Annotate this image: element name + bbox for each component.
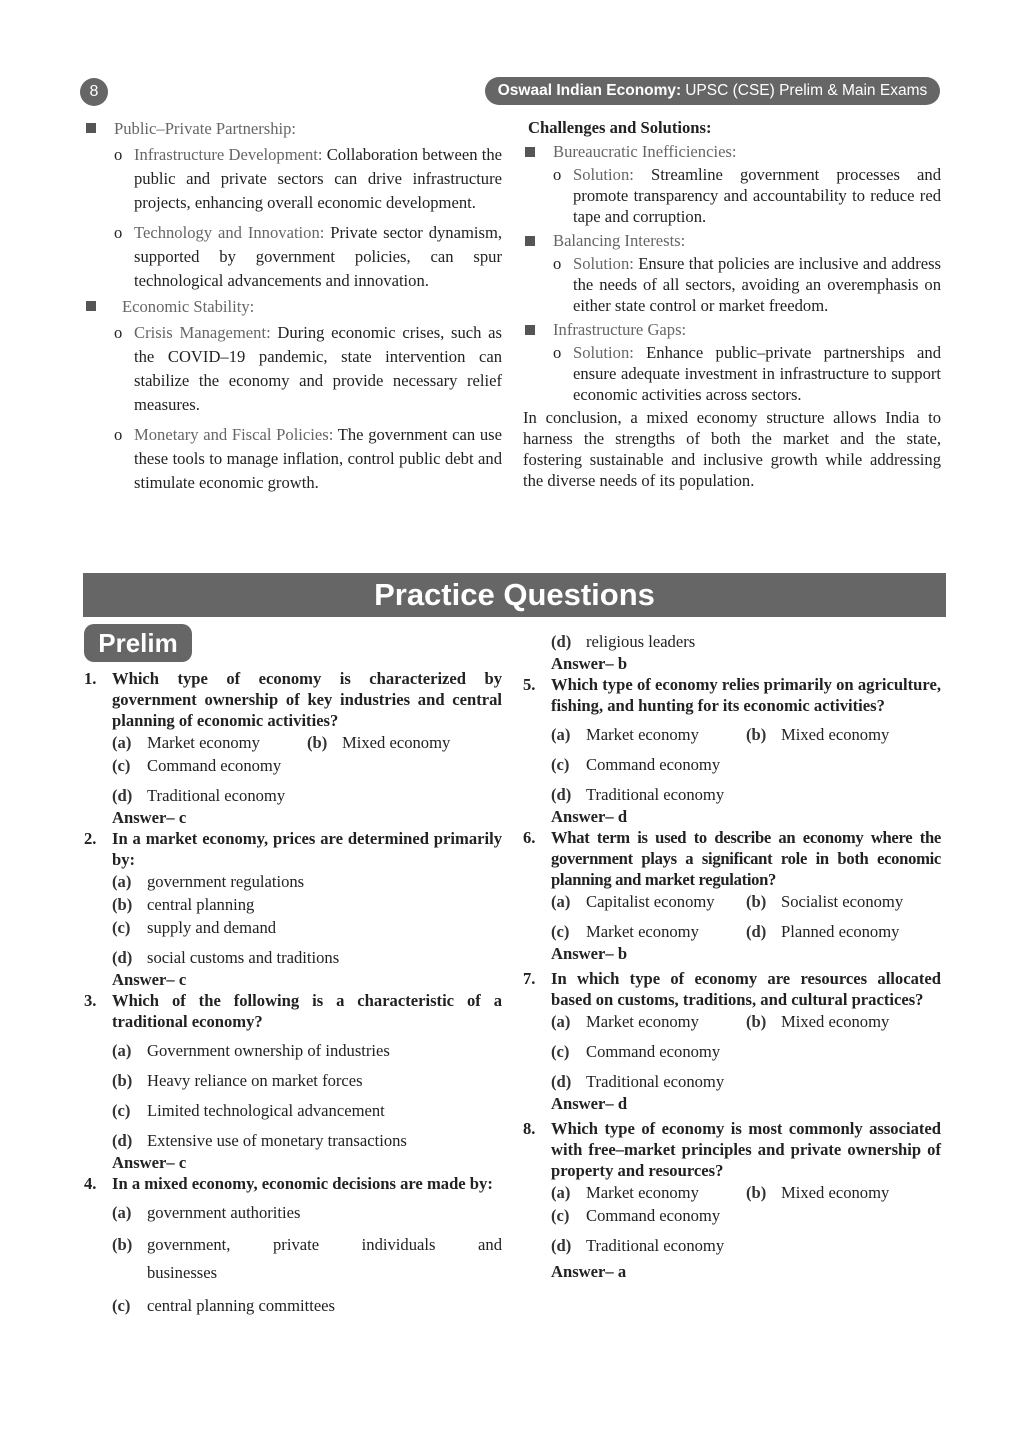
option-letter: (b) xyxy=(112,1071,133,1090)
circle-bullet-icon: o xyxy=(114,323,123,342)
option-text: government regulations xyxy=(147,872,305,891)
book-title-rest: UPSC (CSE) Prelim & Main Exams xyxy=(685,82,928,99)
option-item xyxy=(112,946,502,969)
option-item xyxy=(112,893,502,916)
circle-bullet-icon: o xyxy=(114,145,123,164)
option-letter: (c) xyxy=(112,1101,131,1120)
sub-bullet-item: o Solution: Streamline government processes and promote transparency and accountability to reduce red tape and corruption. xyxy=(553,165,941,226)
option-text: Command economy xyxy=(586,755,721,774)
question-text: Which type of economy is characterized by government ownership of key industries and central planning of economic activities? xyxy=(112,669,502,730)
option-item xyxy=(746,1010,941,1033)
challenges-title: Challenges and Solutions: xyxy=(528,118,712,137)
option-item xyxy=(112,916,502,939)
answer-text: Answer– c xyxy=(112,970,187,989)
question-number: 8. xyxy=(523,1119,536,1138)
option-letter: (b) xyxy=(746,892,767,911)
option-item xyxy=(112,1069,502,1092)
question-item xyxy=(84,1173,502,1317)
option-text: Market economy xyxy=(586,922,699,941)
option-letter: (a) xyxy=(551,725,571,744)
option-text: Command economy xyxy=(586,1042,721,1061)
option-letter: (b) xyxy=(746,1012,767,1031)
circle-bullet-icon: o xyxy=(114,425,123,444)
option-item xyxy=(112,1099,502,1122)
option-letter: (c) xyxy=(551,922,570,941)
sub-bullet-item: o Monetary and Fiscal Policies: The government can use these tools to manage inflation, control public debt and stimulate economic growth. xyxy=(114,423,502,495)
option-item xyxy=(112,1231,502,1287)
question-text: In a market economy, prices are determined primarily by: xyxy=(112,829,502,869)
question-item xyxy=(523,674,941,827)
option-text: Traditional economy xyxy=(586,785,725,804)
question-item xyxy=(523,968,941,1114)
square-bullet-icon xyxy=(525,147,535,157)
option-letter: (b) xyxy=(746,725,767,744)
running-header xyxy=(485,77,940,105)
option-letter: (b) xyxy=(746,1183,767,1202)
option-item xyxy=(551,1234,941,1257)
answer-text: Answer– c xyxy=(112,808,187,827)
option-item xyxy=(112,754,502,777)
question-text: Which type of economy is most commonly associated with free–market principles and private ownership of property and resources? xyxy=(551,1119,941,1180)
option-text: Mixed economy xyxy=(781,1183,890,1202)
question-item xyxy=(523,1118,941,1282)
option-letter: (c) xyxy=(112,756,131,775)
option-item xyxy=(551,1040,941,1063)
option-text: Traditional economy xyxy=(147,786,286,805)
answer-text: Answer– d xyxy=(551,807,628,826)
square-bullet-icon xyxy=(525,325,535,335)
section-heading: Public–Private Partnership: xyxy=(84,117,502,141)
question-text: What term is used to describe an economy where the government plays a significant role in both economic planning and market regulation? xyxy=(551,828,941,889)
option-letter: (c) xyxy=(551,1206,570,1225)
circle-bullet-icon: o xyxy=(114,223,123,242)
section-heading: Infrastructure Gaps: xyxy=(523,319,941,340)
option-text: Heavy reliance on market forces xyxy=(147,1071,363,1090)
option-text: Limited technological advancement xyxy=(147,1101,385,1120)
option-item xyxy=(551,890,746,913)
question-item xyxy=(84,828,502,990)
option-item xyxy=(746,920,941,943)
option-item xyxy=(112,731,307,754)
right-column-text xyxy=(523,117,941,491)
question-text: Which of the following is a characteristic of a traditional economy? xyxy=(112,991,502,1031)
sub-bullet-item: o Infrastructure Development: Collaboration between the public and private sectors can drive infrastructure projects, enhancing overall economic development. xyxy=(114,143,502,215)
prelim-tag: Prelim xyxy=(84,624,192,662)
option-text: central planning xyxy=(147,895,255,914)
book-title-bold: Oswaal Indian Economy: xyxy=(497,82,682,99)
option-letter: (b) xyxy=(112,895,133,914)
left-column-text xyxy=(84,117,502,495)
option-letter: (c) xyxy=(551,1042,570,1061)
option-letter: (a) xyxy=(551,892,571,911)
answer-text: Answer– d xyxy=(551,1094,628,1113)
sub-bullet-item: o Solution: Enhance public–private partnerships and ensure adequate investment in infrastructure to support economic activities across sectors. xyxy=(553,343,941,404)
page-number: 8 xyxy=(80,78,108,106)
option-item xyxy=(551,920,746,943)
answer-text: Answer– c xyxy=(112,1153,187,1172)
option-text: government, private individuals and businesses xyxy=(147,1235,502,1282)
option-item xyxy=(551,723,746,746)
option-letter: (d) xyxy=(746,922,767,941)
option-item xyxy=(112,784,502,807)
questions-right-column xyxy=(523,630,941,1282)
option-text: Government ownership of industries xyxy=(147,1041,390,1060)
option-text: Market economy xyxy=(586,1012,699,1031)
option-item xyxy=(112,1129,502,1152)
circle-bullet-icon: o xyxy=(553,343,562,362)
question-number: 5. xyxy=(523,675,536,694)
option-letter: (d) xyxy=(551,1072,572,1091)
question-number: 3. xyxy=(84,991,97,1010)
option-text: Mixed economy xyxy=(342,733,451,752)
question-item xyxy=(523,827,941,964)
option-text: government authorities xyxy=(147,1203,301,1222)
option-text: Market economy xyxy=(586,725,699,744)
option-item xyxy=(746,890,941,913)
option-letter: (d) xyxy=(551,632,572,651)
answer-text: Answer– b xyxy=(551,944,628,963)
sub-bullet-item: o Crisis Management: During economic crises, such as the COVID–19 pandemic, state intervention can stabilize the economy and provide necessary relief measures. xyxy=(114,321,502,417)
option-item xyxy=(551,753,941,776)
option-letter: (d) xyxy=(551,1236,572,1255)
section-heading: Bureaucratic Inefficiencies: xyxy=(523,141,941,162)
option-text: religious leaders xyxy=(586,632,696,651)
option-letter: (d) xyxy=(551,785,572,804)
option-text: social customs and traditions xyxy=(147,948,340,967)
option-text: Traditional economy xyxy=(586,1072,725,1091)
question-item xyxy=(84,668,502,828)
option-item xyxy=(112,870,502,893)
option-text: Socialist economy xyxy=(781,892,904,911)
square-bullet-icon xyxy=(525,236,535,246)
question-number: 7. xyxy=(523,969,536,988)
option-item xyxy=(746,1181,941,1204)
answer-text: Answer– b xyxy=(551,654,628,673)
option-letter: (a) xyxy=(112,1041,132,1060)
conclusion-paragraph: In conclusion, a mixed economy structure allows India to harness the strengths of both the market and the state, fostering sustainable and inclusive growth while addressing the diverse needs of its population. xyxy=(523,408,941,490)
option-letter: (c) xyxy=(551,755,570,774)
circle-bullet-icon: o xyxy=(553,254,562,273)
option-item xyxy=(551,783,941,806)
circle-bullet-icon: o xyxy=(553,165,562,184)
questions-left-column xyxy=(84,668,502,1317)
option-letter: (d) xyxy=(112,1131,133,1150)
option-letter: (a) xyxy=(551,1183,571,1202)
option-text: Mixed economy xyxy=(781,1012,890,1031)
option-text: Command economy xyxy=(147,756,282,775)
practice-questions-banner: Practice Questions xyxy=(83,573,946,617)
question-text: Which type of economy relies primarily on agriculture, fishing, and hunting for its economic activities? xyxy=(551,675,941,715)
option-item xyxy=(112,1294,502,1317)
option-letter: (c) xyxy=(112,918,131,937)
option-item xyxy=(112,1201,502,1224)
option-text: Planned economy xyxy=(781,922,900,941)
option-text: Market economy xyxy=(147,733,260,752)
section-heading: Balancing Interests: xyxy=(523,230,941,251)
option-letter: (a) xyxy=(112,733,132,752)
question-number: 1. xyxy=(84,669,97,688)
option-text: central planning committees xyxy=(147,1296,336,1315)
option-text: Mixed economy xyxy=(781,725,890,744)
question-item xyxy=(84,990,502,1173)
option-item xyxy=(551,1010,746,1033)
option-text: Command economy xyxy=(586,1206,721,1225)
option-letter: (a) xyxy=(112,1203,132,1222)
question-text: In a mixed economy, economic decisions are made by: xyxy=(112,1174,493,1193)
question-number: 6. xyxy=(523,828,536,847)
answer-text: Answer– a xyxy=(551,1262,627,1281)
sub-bullet-item: o Technology and Innovation: Private sector dynamism, supported by government policies, can spur technological advancements and innovation. xyxy=(114,221,502,293)
option-letter: (d) xyxy=(112,948,133,967)
option-item xyxy=(551,1181,746,1204)
question-number: 2. xyxy=(84,829,97,848)
option-item xyxy=(307,731,502,754)
option-item xyxy=(551,1204,941,1227)
option-letter: (d) xyxy=(112,786,133,805)
option-letter: (a) xyxy=(112,872,132,891)
section-heading: Economic Stability: xyxy=(84,295,502,319)
option-letter: (b) xyxy=(112,1235,133,1254)
square-bullet-icon xyxy=(86,123,96,133)
option-item xyxy=(746,723,941,746)
option-text: Extensive use of monetary transactions xyxy=(147,1131,407,1150)
option-item xyxy=(551,630,941,653)
option-letter: (c) xyxy=(112,1296,131,1315)
option-text: supply and demand xyxy=(147,918,277,937)
option-text: Market economy xyxy=(586,1183,699,1202)
question-text: In which type of economy are resources allocated based on customs, traditions, and cultural practices? xyxy=(551,969,941,1009)
sub-bullet-item: o Solution: Ensure that policies are inclusive and address the needs of all sectors, avoiding an overemphasis on either state control or market freedom. xyxy=(553,254,941,315)
question-number: 4. xyxy=(84,1174,97,1193)
option-item xyxy=(112,1039,502,1062)
option-text: Capitalist economy xyxy=(586,892,715,911)
option-letter: (a) xyxy=(551,1012,571,1031)
option-text: Traditional economy xyxy=(586,1236,725,1255)
option-letter: (b) xyxy=(307,733,328,752)
option-item xyxy=(551,1070,941,1093)
square-bullet-icon xyxy=(86,301,96,311)
